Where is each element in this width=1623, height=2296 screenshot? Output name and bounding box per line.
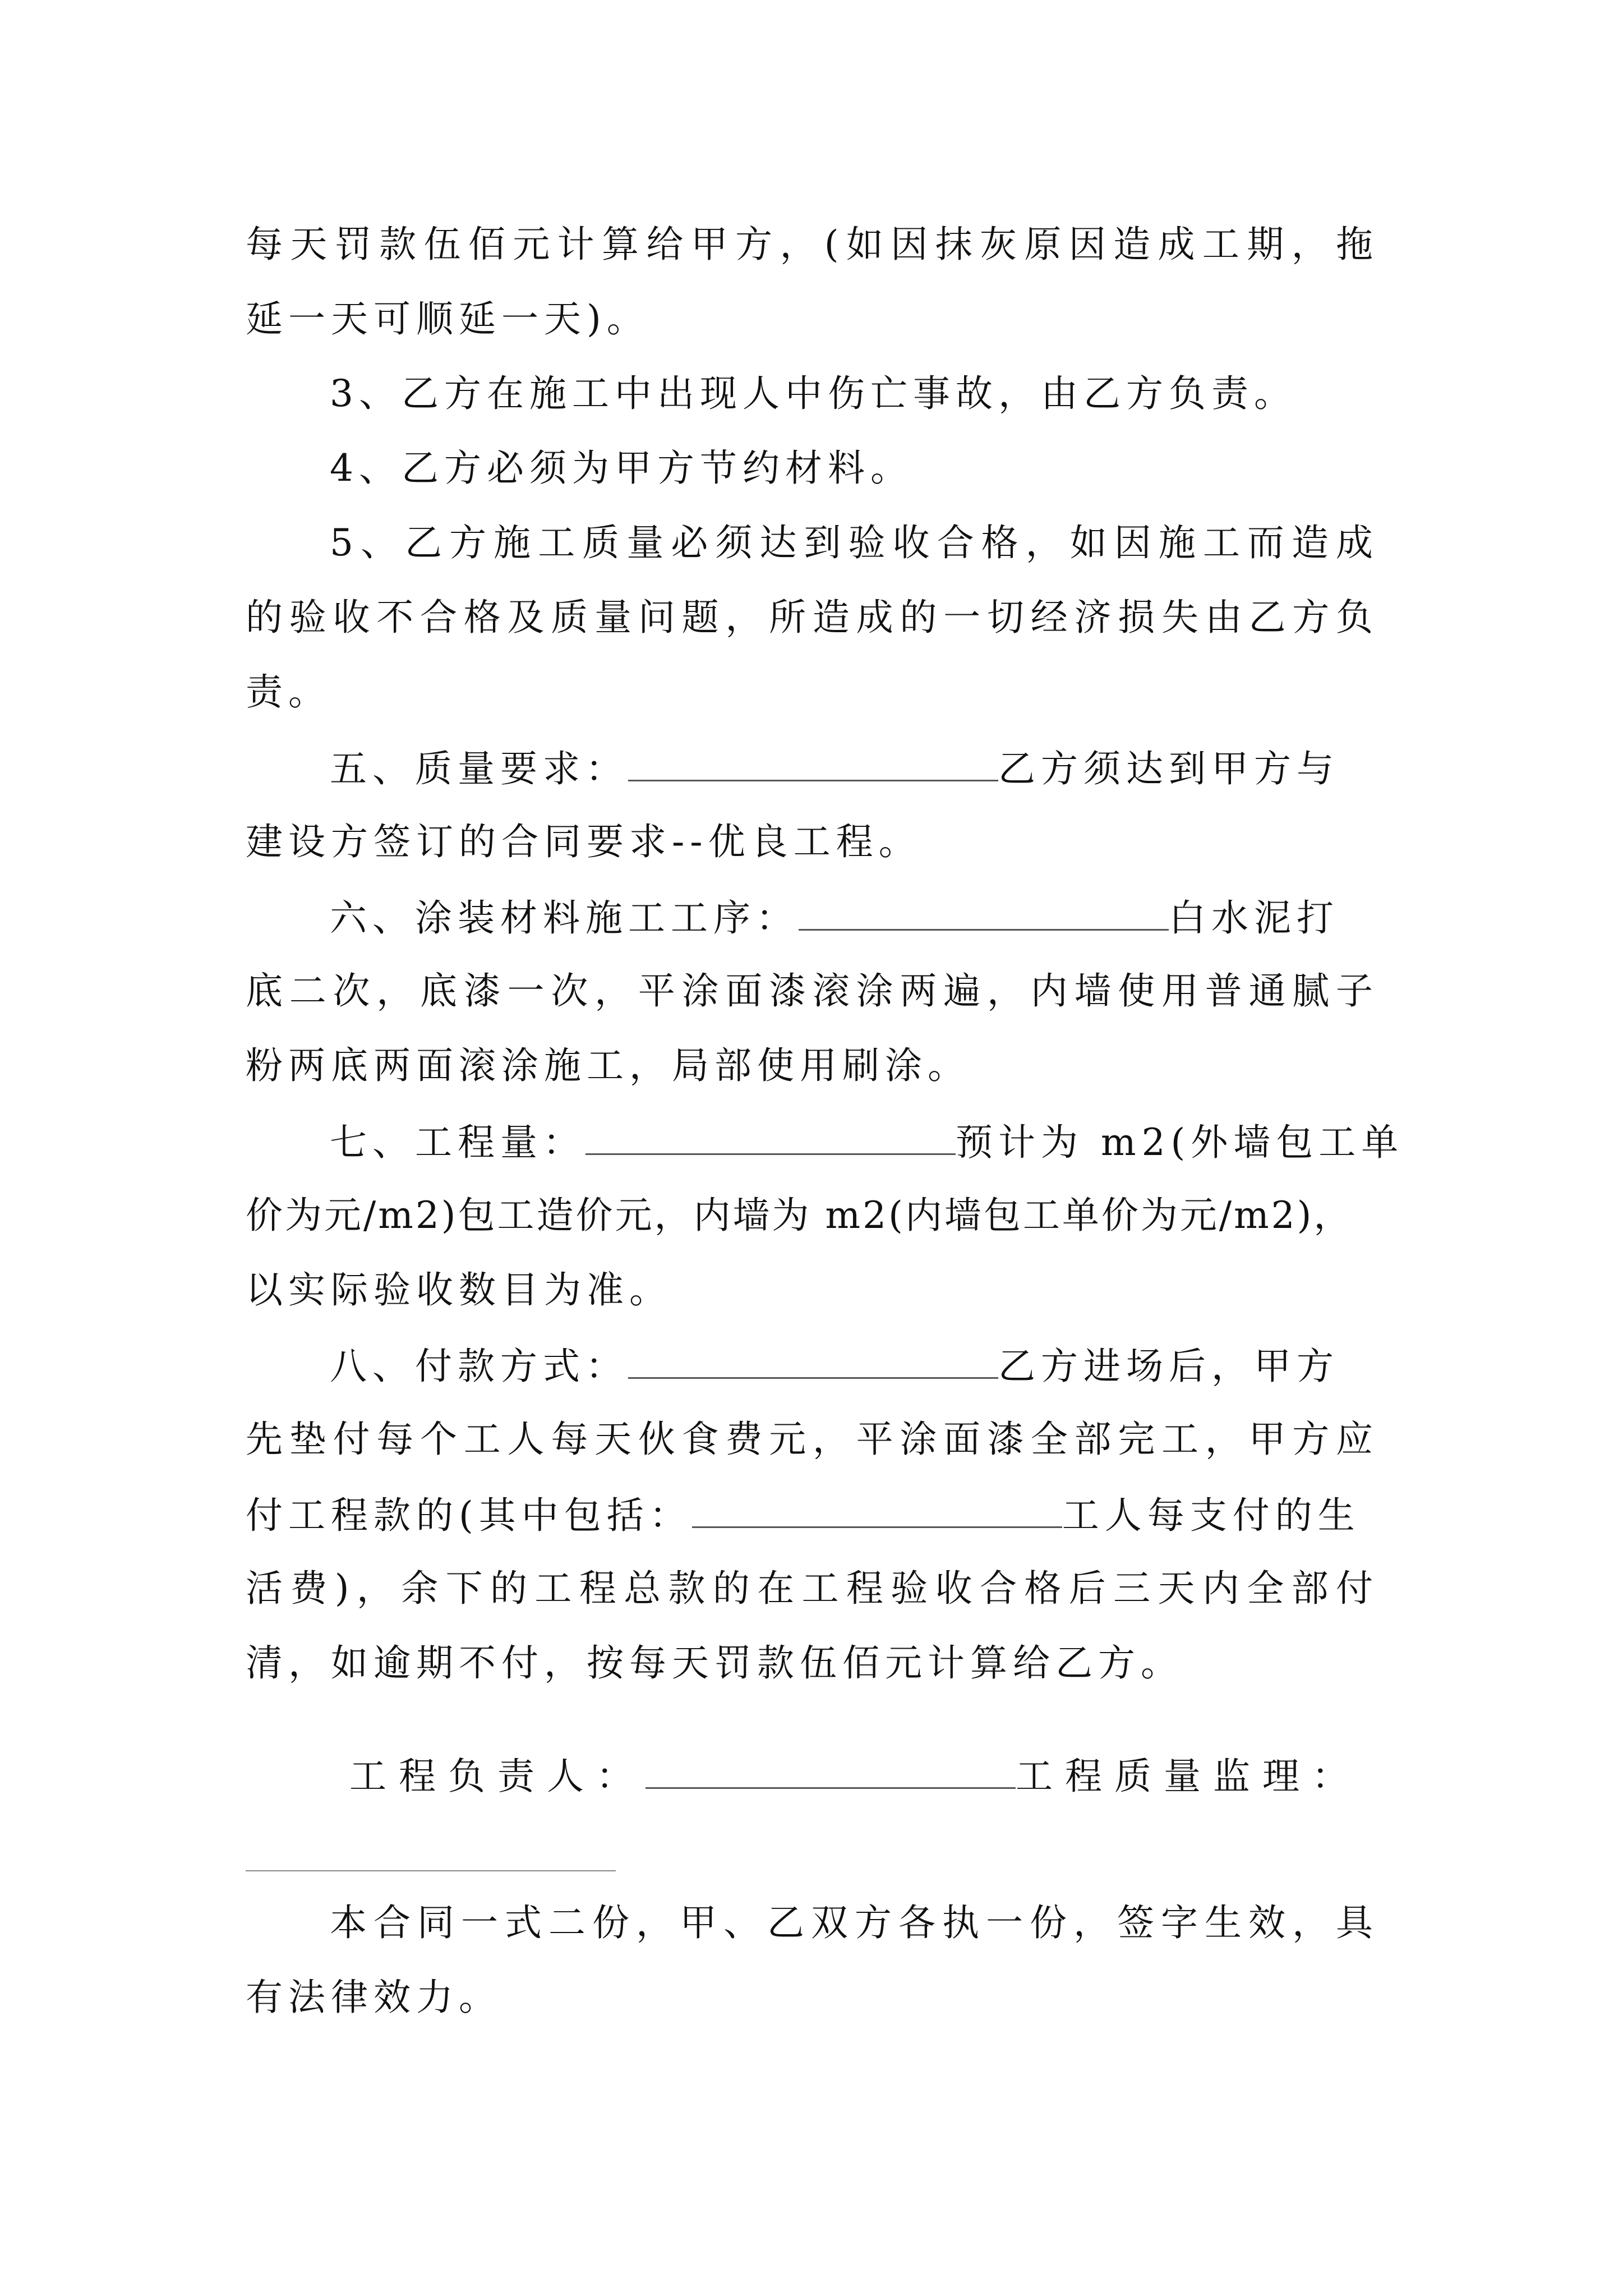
text-run: 预计为 m2(外墙包工单 (956, 1121, 1404, 1164)
text-line: 清，如逾期不付，按每天罚款伍佰元计算给乙方。 (246, 1641, 1183, 1685)
text-line: 粉两底两面滚涂施工，局部使用刷涂。 (246, 1044, 970, 1087)
text-run: 白水泥打 (1169, 896, 1339, 940)
signature-line (349, 1748, 1378, 1802)
section-label: 五、质量要求： (330, 747, 628, 790)
project-manager-label: 工程负责人： (349, 1755, 645, 1798)
text-line: 建设方签订的合同要求--优良工程。 (246, 820, 921, 863)
closing-clause: 本合同一式二份，甲、乙双方各执一份，签字生效，具 (330, 1901, 1378, 1944)
section-coating-process (330, 890, 1378, 944)
clause-3: 3、乙方在施工中出现人中伤亡事故，由乙方负责。 (330, 372, 1297, 415)
section-payment (330, 1338, 1378, 1392)
text-line (246, 1487, 1378, 1541)
fill-in-blank[interactable] (585, 1114, 956, 1155)
text-run: 付工程款的(其中包括： (246, 1494, 692, 1537)
text-line: 以实际验收数目为准。 (246, 1268, 672, 1312)
fill-in-blank[interactable] (799, 890, 1169, 931)
text-line: 价为元/m2)包工造价元，内墙为 m2(内墙包工单价为元/m2)， (246, 1194, 1353, 1237)
quality-supervisor-label: 工程质量监理： (1016, 1755, 1361, 1798)
fill-in-blank[interactable] (628, 1338, 998, 1379)
text-line: 先垫付每个工人每天伙食费元，平涂面漆全部完工，甲方应 (246, 1418, 1378, 1461)
section-label: 六、涂装材料施工工序： (330, 896, 799, 940)
text-run: 乙方进场后，甲方 (998, 1345, 1339, 1388)
text-line: 延一天可顺延一天)。 (246, 297, 649, 341)
text-line: 有法律效力。 (246, 1976, 501, 2019)
text-line: 底二次，底漆一次，平涂面漆滚涂两遍，内墙使用普通腻子 (246, 969, 1378, 1013)
clause-4: 4、乙方必须为甲方节约材料。 (330, 447, 913, 490)
text-line: 责。 (246, 670, 331, 714)
text-run: 工人每支付的生 (1062, 1494, 1361, 1537)
text-line: 的验收不合格及质量问题，所造成的一切经济损失由乙方负 (246, 596, 1378, 639)
fill-in-blank[interactable] (628, 740, 998, 781)
section-label: 八、付款方式： (330, 1345, 628, 1388)
document-page (246, 0, 1404, 2296)
fill-in-blank[interactable] (692, 1487, 1062, 1528)
text-run: 乙方须达到甲方与 (998, 747, 1339, 790)
signature-blank[interactable] (645, 1748, 1016, 1789)
section-label: 七、工程量： (330, 1121, 585, 1164)
text-line: 每天罚款伍佰元计算给甲方，(如因抹灰原因造成工期，拖 (246, 223, 1378, 266)
section-quality-requirements (330, 740, 1378, 794)
clause-5: 5、乙方施工质量必须达到验收合格，如因施工而造成 (330, 521, 1378, 564)
divider (246, 1870, 616, 1871)
section-quantities (330, 1114, 1404, 1168)
text-line: 活费)，余下的工程总款的在工程验收合格后三天内全部付 (246, 1567, 1378, 1610)
